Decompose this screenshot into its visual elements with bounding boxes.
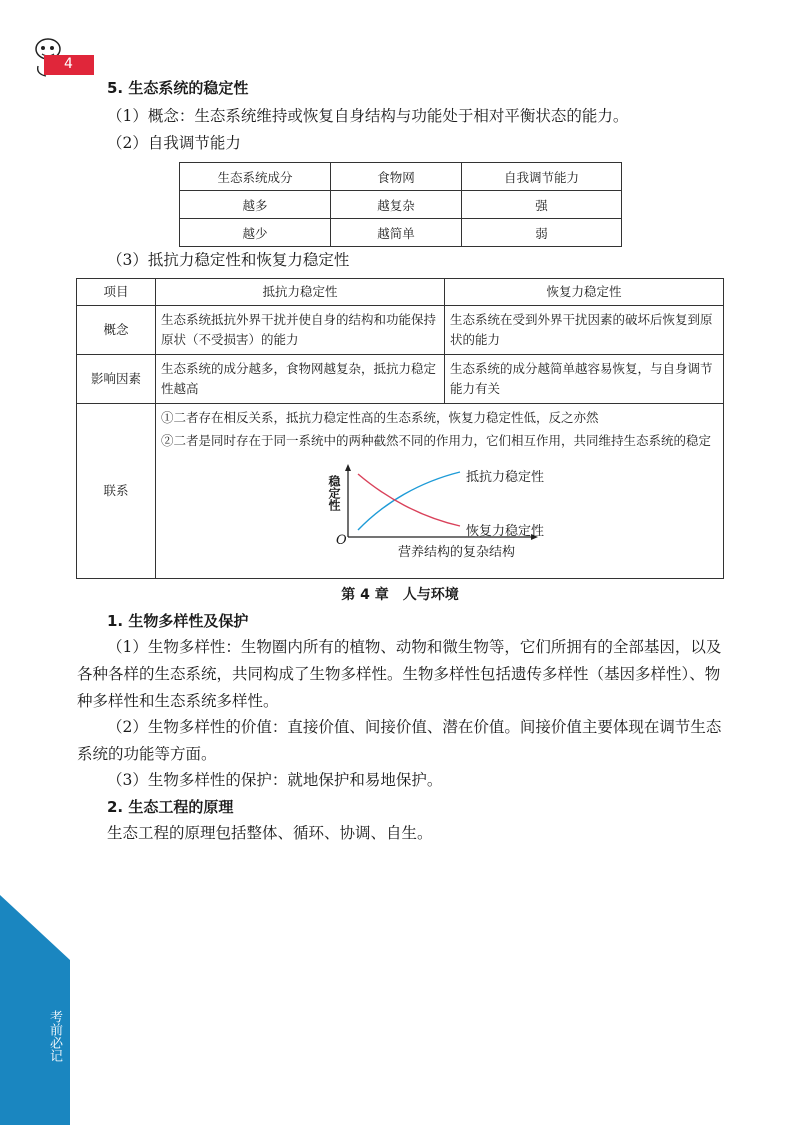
self-regulation-heading: （2）自我调节能力: [107, 134, 241, 152]
biodiversity-value: （2）生物多样性的价值：直接价值、间接价值、潜在价值。间接价值主要体现在调节生态系统的功能等方面。: [77, 718, 722, 763]
table-row: [77, 306, 724, 355]
table-header-cell: 抵抗力稳定性: [156, 279, 445, 306]
graph-ylabel: 稳定性: [327, 475, 341, 511]
biodiversity-protection: （3）生物多样性的保护：就地保护和易地保护。: [107, 771, 443, 789]
sidebar-label: 考前必记: [47, 1010, 62, 1062]
table-cell: 生态系统在受到外界干扰因素的破坏后恢复到原状的能力: [445, 306, 724, 355]
biodiversity-title: 1. 生物多样性及保护: [107, 612, 249, 630]
table-cell: 生态系统抵抗外界干扰并使自身的结构和功能保持原状（不受损害）的能力: [156, 306, 445, 355]
table-cell: 越少: [180, 219, 331, 247]
y-axis-arrow: [345, 464, 351, 471]
chapter-title: 第 4 章 人与环境: [341, 587, 459, 603]
concept-paragraph: （1）概念：生态系统维持或恢复自身结构与功能处于相对平衡状态的能力。: [107, 107, 629, 125]
table-cell: 强: [462, 191, 622, 219]
graph-xlabel: 营养结构的复杂结构: [398, 545, 516, 560]
table-row: [180, 219, 622, 247]
table-cell: 生态系统的成分越多，食物网越复杂，抵抗力稳定性越高: [156, 355, 445, 404]
eco-engineering-principles: 生态工程的原理包括整体、循环、协调、自生。: [107, 824, 433, 842]
sidebar-decoration: [0, 0, 70, 1125]
page-number: 4: [64, 56, 73, 72]
table-cell: 越多: [180, 191, 331, 219]
relationship-line-1: ①二者存在相反关系，抵抗力稳定性高的生态系统，恢复力稳定性低，反之亦然: [161, 410, 599, 425]
table-cell: 影响因素: [77, 355, 156, 404]
page-number-badge: [44, 55, 94, 75]
table-header-row: [180, 163, 622, 191]
legend-resistance: 抵抗力稳定性: [466, 470, 545, 485]
relationship-line-2: ②二者是同时存在于同一系统中的两种截然不同的作用力，它们相互作用，共同维持生态系统的稳定: [161, 433, 712, 448]
table-cell: 联系: [77, 404, 156, 579]
table-header-cell: 自我调节能力: [462, 163, 622, 191]
table-cell: 生态系统的成分越简单越容易恢复，与自身调节能力有关: [445, 355, 724, 404]
table-cell: 越简单: [331, 219, 462, 247]
graph-origin: O: [336, 533, 347, 548]
resilience-curve: [358, 474, 460, 526]
table-header-cell: 项目: [77, 279, 156, 306]
table-cell: 越复杂: [331, 191, 462, 219]
eco-engineering-title: 2. 生态工程的原理: [107, 798, 234, 816]
table-header-cell: 恢复力稳定性: [445, 279, 724, 306]
table-header-cell: 生态系统成分: [180, 163, 331, 191]
table-header-row: [77, 279, 724, 306]
table-header-cell: 食物网: [331, 163, 462, 191]
table-row: [180, 191, 622, 219]
resistance-resilience-heading: （3）抵抗力稳定性和恢复力稳定性: [107, 251, 350, 269]
self-regulation-table: [179, 162, 622, 247]
legend-resilience: 恢复力稳定性: [466, 524, 545, 539]
table-row: [77, 355, 724, 404]
table-cell: 概念: [77, 306, 156, 355]
table-cell: 弱: [462, 219, 622, 247]
biodiversity-definition: （1）生物多样性：生物圈内所有的植物、动物和微生物等，它们所拥有的全部基因，以及各种各样的生态系统，共同构成了生物多样性。生物多样性包括遗传多样性（基因多样性）、物种多样性和生态系统多样性。: [77, 638, 722, 710]
section-title-stability: 5. 生态系统的稳定性: [107, 79, 249, 97]
